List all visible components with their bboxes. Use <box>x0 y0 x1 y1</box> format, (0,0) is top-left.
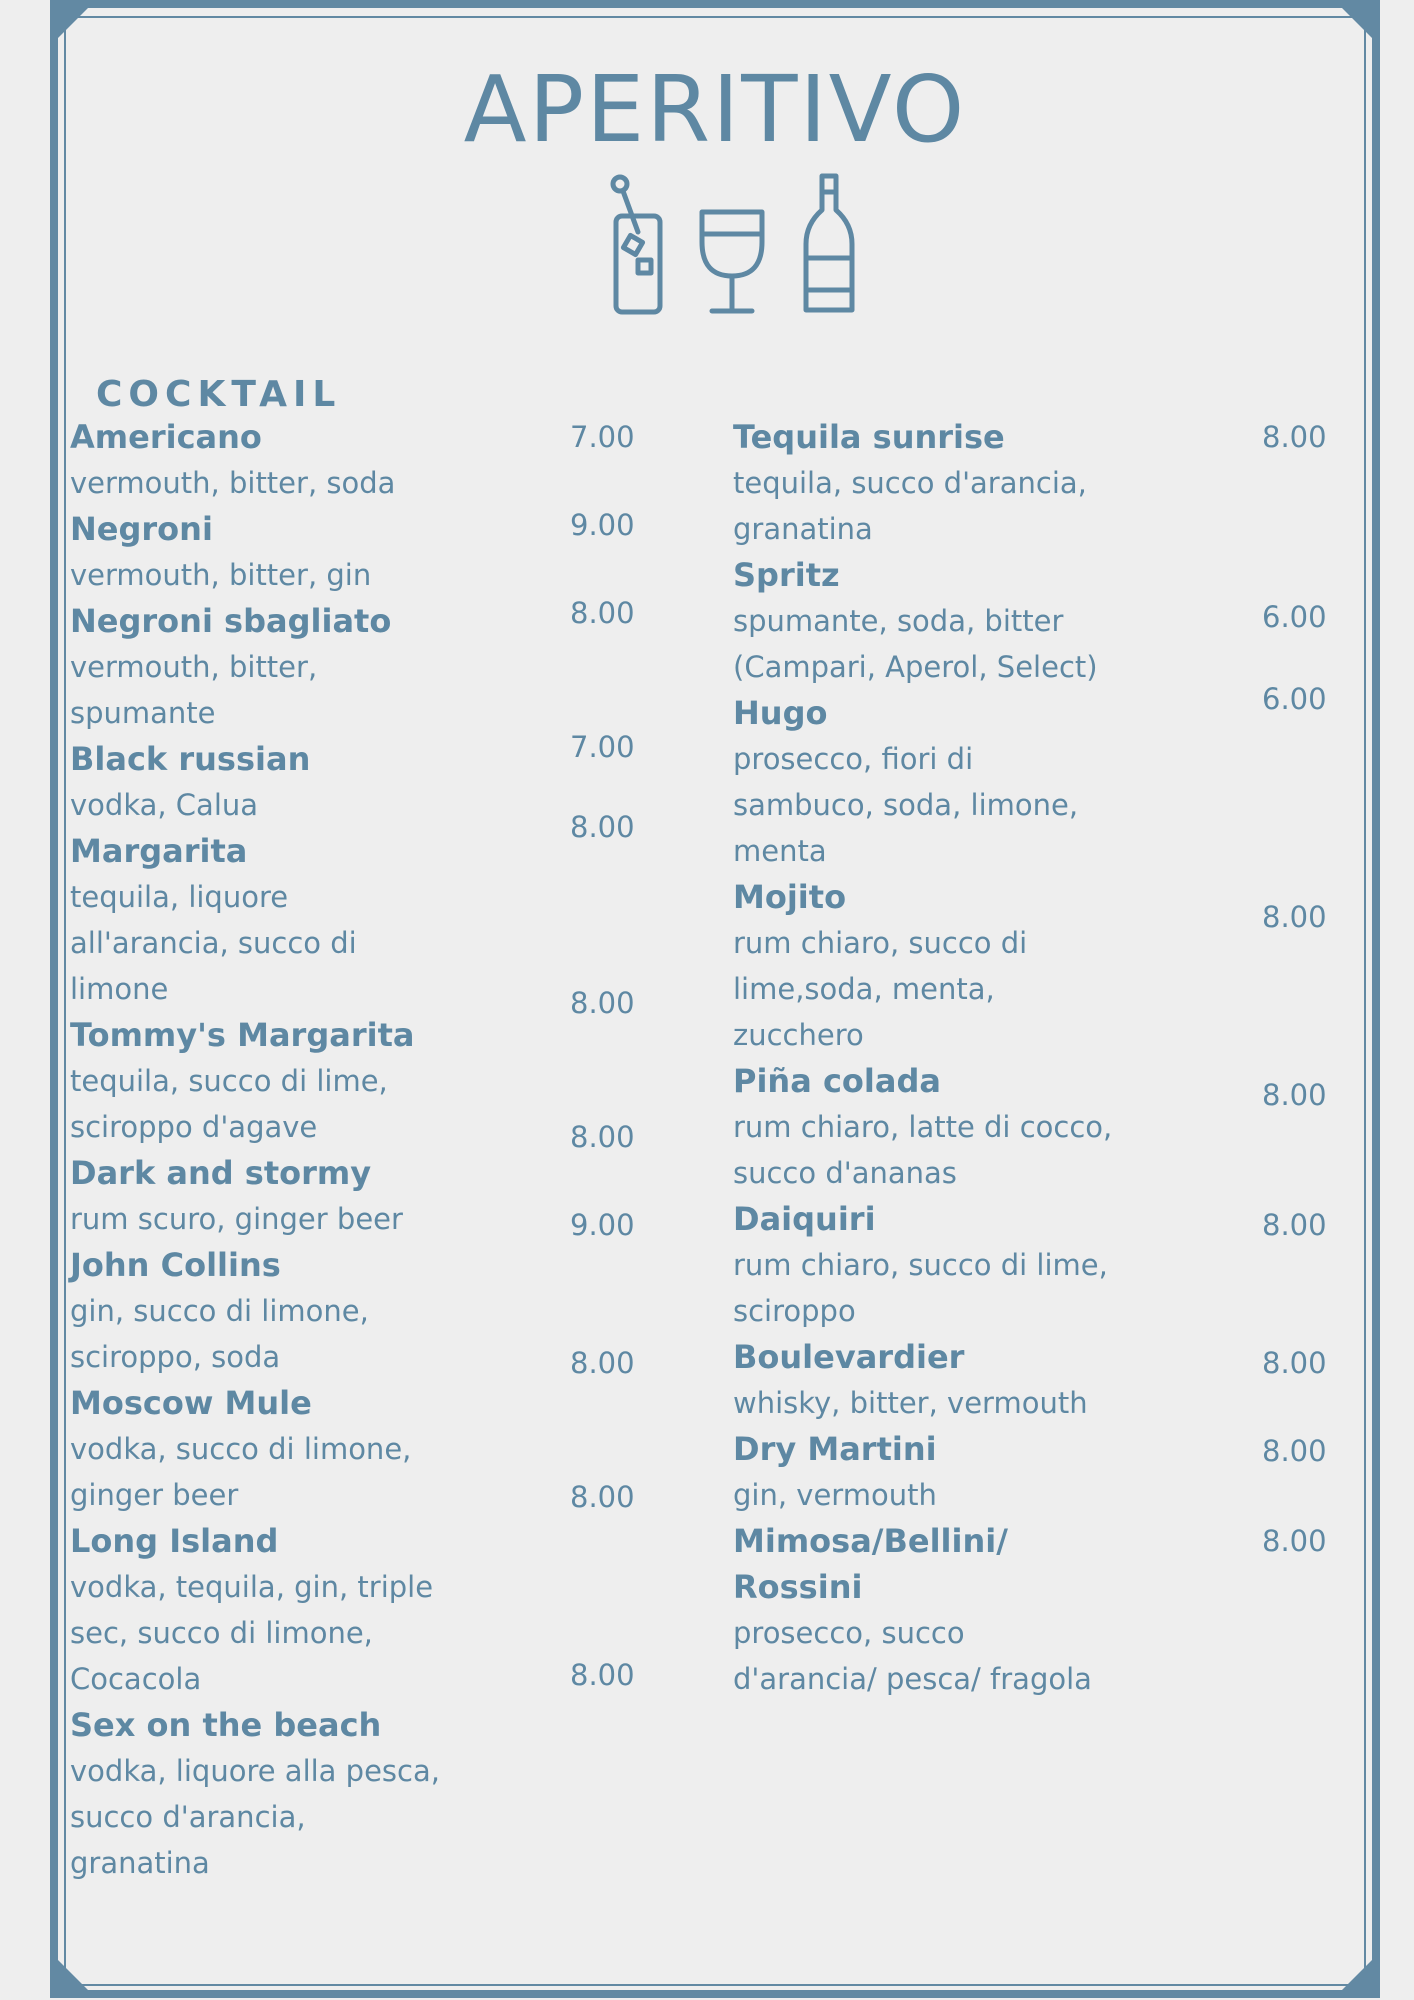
corner-ornament <box>50 1952 96 1998</box>
corner-ornament <box>1334 0 1380 46</box>
item-price: 8.00 <box>570 1120 635 1154</box>
item-name: Piña colada <box>733 1062 941 1100</box>
item-name: Negroni <box>70 510 213 548</box>
cocktail-glass-icon <box>613 177 660 312</box>
item-description: menta <box>733 834 827 868</box>
item-description: gin, succo di limone, <box>70 1294 369 1328</box>
item-price: 6.00 <box>1262 682 1327 716</box>
item-description: rum scuro, ginger beer <box>70 1202 403 1236</box>
item-description: limone <box>70 972 169 1006</box>
item-name: Margarita <box>70 832 248 870</box>
item-description: prosecco, fiori di <box>733 742 974 776</box>
item-name: Rossini <box>733 1568 863 1606</box>
item-description: whisky, bitter, vermouth <box>733 1386 1088 1420</box>
item-price: 8.00 <box>1262 1346 1327 1380</box>
menu-item <box>733 682 1353 874</box>
item-name: Daiquiri <box>733 1200 876 1238</box>
drink-icons <box>600 172 860 316</box>
item-description: prosecco, succo <box>733 1616 965 1650</box>
item-description: vodka, tequila, gin, triple <box>70 1570 434 1604</box>
corner-ornament <box>50 0 96 46</box>
menu-item <box>733 1058 1353 1196</box>
menu-item <box>733 1518 1353 1702</box>
item-description: spumante, soda, bitter <box>733 604 1064 638</box>
menu-item <box>733 552 1353 690</box>
item-description: vodka, succo di limone, <box>70 1432 412 1466</box>
item-name: Dry Martini <box>733 1430 937 1468</box>
menu-column-left <box>70 414 670 1886</box>
item-description: rum chiaro, succo di lime, <box>733 1248 1108 1282</box>
item-name: Hugo <box>733 694 828 732</box>
menu-item <box>70 414 670 506</box>
item-name: Black russian <box>70 740 311 778</box>
item-description: sec, succo di limone, <box>70 1616 373 1650</box>
item-name: John Collins <box>70 1246 281 1284</box>
item-description: sciroppo, soda <box>70 1340 281 1374</box>
item-price: 8.00 <box>570 1658 635 1692</box>
item-name: Sex on the beach <box>70 1706 382 1744</box>
item-price: 8.00 <box>1262 900 1327 934</box>
item-price: 6.00 <box>1262 600 1327 634</box>
bottle-icon <box>806 176 852 310</box>
item-name: Negroni sbagliato <box>70 602 392 640</box>
item-description: vodka, liquore alla pesca, <box>70 1754 440 1788</box>
item-description: vermouth, bitter, <box>70 650 318 684</box>
item-description: (Campari, Aperol, Select) <box>733 650 1098 684</box>
menu-item <box>70 506 670 598</box>
item-description: sciroppo d'agave <box>70 1110 318 1144</box>
item-description: sambuco, soda, limone, <box>733 788 1079 822</box>
item-price: 8.00 <box>570 596 635 630</box>
item-description: tequila, succo di lime, <box>70 1064 388 1098</box>
menu-item <box>70 598 670 736</box>
item-price: 8.00 <box>570 810 635 844</box>
item-description: gin, vermouth <box>733 1478 937 1512</box>
item-description: vermouth, bitter, soda <box>70 466 396 500</box>
item-description: granatina <box>733 512 873 546</box>
menu-item <box>733 1196 1353 1334</box>
item-description: tequila, succo d'arancia, <box>733 466 1087 500</box>
item-price: 8.00 <box>570 1346 635 1380</box>
item-description: spumante <box>70 696 216 730</box>
item-description: zucchero <box>733 1018 864 1052</box>
item-description: ginger beer <box>70 1478 239 1512</box>
item-name: Mojito <box>733 878 847 916</box>
item-description: all'arancia, succo di <box>70 926 357 960</box>
item-description: Cocacola <box>70 1662 202 1696</box>
item-name: Dark and stormy <box>70 1154 372 1192</box>
section-heading-cocktail: COCKTAIL <box>96 374 342 415</box>
item-name: Americano <box>70 418 262 456</box>
item-price: 8.00 <box>570 986 635 1020</box>
item-name: Moscow Mule <box>70 1384 312 1422</box>
wine-glass-icon <box>702 212 762 311</box>
menu-column-right <box>733 414 1353 1702</box>
item-name: Mimosa/Bellini/ <box>733 1522 1008 1560</box>
item-description: succo d'arancia, <box>70 1800 306 1834</box>
item-description: tequila, liquore <box>70 880 289 914</box>
item-price: 9.00 <box>570 508 635 542</box>
item-description: succo d'ananas <box>733 1156 957 1190</box>
item-name: Spritz <box>733 556 840 594</box>
item-price: 7.00 <box>570 420 635 454</box>
item-price: 8.00 <box>570 1480 635 1514</box>
item-description: sciroppo <box>733 1294 856 1328</box>
item-description: vodka, Calua <box>70 788 259 822</box>
item-price: 9.00 <box>570 1208 635 1242</box>
item-description: d'arancia/ pesca/ fragola <box>733 1662 1092 1696</box>
corner-ornament <box>1334 1952 1380 1998</box>
menu-title: APERITIVO <box>463 56 967 163</box>
item-price: 8.00 <box>1262 1078 1327 1112</box>
item-price: 8.00 <box>1262 1434 1327 1468</box>
item-description: granatina <box>70 1846 210 1880</box>
item-description: rum chiaro, succo di <box>733 926 1028 960</box>
menu-item <box>733 414 1353 552</box>
item-price: 7.00 <box>570 730 635 764</box>
menu-item <box>733 874 1353 1058</box>
item-price: 8.00 <box>1262 420 1327 454</box>
item-name: Long Island <box>70 1522 279 1560</box>
item-name: Boulevardier <box>733 1338 965 1376</box>
menu-item <box>733 1426 1353 1518</box>
item-description: lime,soda, menta, <box>733 972 995 1006</box>
item-name: Tequila sunrise <box>733 418 1005 456</box>
item-price: 8.00 <box>1262 1208 1327 1242</box>
item-name: Tommy's Margarita <box>70 1016 415 1054</box>
item-price: 8.00 <box>1262 1524 1327 1558</box>
item-description: rum chiaro, latte di cocco, <box>733 1110 1113 1144</box>
item-description: vermouth, bitter, gin <box>70 558 372 592</box>
menu-item <box>733 1334 1353 1426</box>
